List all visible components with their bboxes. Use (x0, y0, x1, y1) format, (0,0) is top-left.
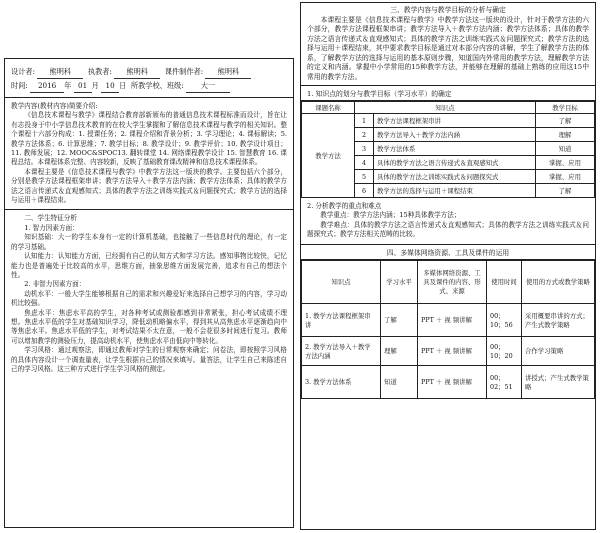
table-row (302, 303, 595, 336)
student-line: 动机水平：一般大学生能够根据自己的需求和兴趣爱好来选择自己想学习的内容，学习动机比较强。 (11, 289, 287, 308)
right-document-page (300, 2, 596, 530)
point-cell: 1. 教学方法课程框架串讲 (302, 303, 381, 336)
year-value: 2016 (30, 79, 64, 93)
point-cell: 教学方法导入＋教学方法内涵 (374, 128, 536, 142)
strategy-cell: 合作学习策略 (522, 336, 595, 365)
content-intro-section (5, 98, 293, 209)
row-number: 6 (355, 184, 374, 198)
executor-value: 熊明科 (114, 65, 160, 79)
time-cell: 00；10；20 (487, 336, 522, 365)
month-unit: 月 (91, 81, 99, 90)
maker-label: 课件制作者: (164, 67, 204, 76)
header-point: 知识点 (302, 260, 381, 303)
resource-cell: PPT ＋ 视 频讲解 (418, 336, 487, 365)
objectives-section (301, 3, 595, 82)
subject-cell: 教学方法 (302, 114, 355, 198)
header-subject: 课题名称 (302, 102, 355, 114)
designer-label: 设计者: (11, 67, 35, 76)
table2-title: 四、多媒体网络资源、工具及课件的运用 (301, 244, 595, 260)
key-points: 教学重点：教学方法内涵；15种具体教学方法； (320, 211, 461, 220)
table-row (302, 365, 595, 398)
student-line: 1. 智力因素方面： (24, 223, 79, 232)
header-resource: 多媒体网络资源、工具及课件的内容、形式、来源 (418, 260, 487, 303)
designer-value: 熊明科 (37, 65, 83, 79)
point-cell: 教学方法的选择与运用＋课程结束 (374, 184, 536, 198)
left-document-page (4, 58, 294, 528)
row-number: 4 (355, 156, 374, 170)
goal-cell: 知道 (536, 142, 595, 156)
table-row (302, 114, 595, 128)
month-value: 01 (74, 79, 92, 93)
resources-table (301, 260, 595, 399)
content-title: 教学内容(教材内容)简要介绍: (11, 102, 98, 110)
maker-value: 熊明科 (205, 65, 251, 79)
row-number: 1 (355, 114, 374, 128)
knowledge-table (301, 101, 595, 198)
student-line: 焦虑水平：焦虑水平高的学生，对各种考试或测验都感到非常紧张，担心考试成绩不理想。焦虑水平低的学生对基础知识学习，降低动机略偏水平，得到其从高焦虑水平逐渐趋向中等焦虑水平。焦虑水平低的学生，对考试结果不太在意，一般不会花很多时间进行复习。教师可以增加教学的测验压力，提高动机水平，使焦虑水平由低向中等转化。 (11, 308, 287, 345)
class-label: 所教学校、班级: (130, 81, 184, 90)
goal-cell: 了解 (536, 114, 595, 128)
strategy-cell: 讲授式；产生式教学策略 (522, 365, 595, 398)
class-value: 大一 (186, 79, 230, 93)
executor-label: 执教者: (87, 67, 112, 76)
time-cell: 00；10；56 (487, 303, 522, 336)
time-cell: 00；02；51 (487, 365, 522, 398)
level-cell: 理解 (381, 336, 418, 365)
goal-cell: 掌握、应用 (536, 156, 595, 170)
row-number: 3 (355, 142, 374, 156)
header-strategy: 使用的方式或教学策略 (522, 260, 595, 303)
student-analysis-section (5, 209, 293, 378)
time-label: 时间: (11, 81, 28, 90)
year-unit: 年 (64, 81, 72, 90)
header-time: 使用时间 (487, 260, 522, 303)
section-title: 三、教学内容与教学目标的分析与确定 (390, 6, 506, 14)
table-header-row (302, 260, 595, 303)
goal-cell: 掌握、应用 (536, 170, 595, 184)
student-line: 2. 非智力因素方面： (24, 280, 86, 289)
header-point: 知识点 (355, 102, 536, 114)
header-goal: 教学目标 (536, 102, 595, 114)
point-cell: 具体的教学方法之语言传递式＆直观感知式 (374, 156, 536, 170)
row-number: 5 (355, 170, 374, 184)
day-value: 10 (101, 79, 119, 93)
resource-cell: PPT ＋ 视 频讲解 (418, 365, 487, 398)
goal-cell: 了解 (536, 184, 595, 198)
key-difficult-section (301, 198, 595, 244)
student-line: 学习风格：通过观察法，即通过教师对学生的日常观察来确定；问卷法，即按照学习风格的具体内容设计一个调查量表，让学生根据自己的情况来填写。量答法，让学生自己来陈述自己的学习风格。这三种方式进行学生学习风格的测定。 (11, 346, 287, 373)
table1-title: 1. 知识点的划分与教学目标（学习水平）的确定 (301, 85, 595, 101)
point-cell: 3. 教学方法体系 (302, 365, 381, 398)
point-cell: 2. 教学方法导入＋教学方法内涵 (302, 336, 381, 365)
content-paragraph-2: 本课程主要是《信息技术课程与教学》中教学方法这一版块的教学。主要包括六个部分，分别是教学方法课程框架串讲；教学方法导入＋教学方法内涵；教学方法体系；具体的教学方法之语言传递式＆直观感知式；具体的教学方法之训练实践式＆问题探究式；教学方法的选择与运用＋课程结束。 (11, 167, 287, 205)
header-row-people (11, 65, 287, 79)
point-cell: 具体的教学方法之训练实践式＆问题探究式 (374, 170, 536, 184)
goal-cell: 理解 (536, 128, 595, 142)
student-line: 认知能力：认知能力方面，已经拥有自己的认知方式和学习方法。感知事物比较快，记忆能力也是普遍处于比较高的水平，思维方面，抽象思维方面发展完善，追求有自己的想法个性。 (11, 252, 287, 279)
table-header-row (302, 102, 595, 114)
difficult-points: 教学难点：具体的教学方法之语言传递式＆直观感知式；具体的教学方法之训练实践式＆问题探究式；教学方法相关范畴的比较。 (307, 220, 589, 239)
day-unit: 日 (119, 81, 127, 90)
objectives-paragraph: 本课程主要是《信息技术课程与教学》中教学方法这一版块的设计，针对于教学方法的六个部分，教学方法课程框架串讲；教学方法导入＋教学方法内涵；教学方法体系；具体的教学方法之语言传递式＆直观感知式；具体的教学方法之训练实践式＆问题探究式；教学方法的选择与运用＋课程结束，其中要求教学目标是通过对本部分内容的讲解，学生了解教学方法的体系，了解教学方法的选择与运用的基本原则步骤，知道国内外常用的教学方法，理解教学方法的定义和内涵。掌握中小学常用的15种教学方法，并能够在理解的基础上熟练的应用这15中常用的教学方法。 (307, 15, 589, 81)
point-cell: 教学方法课程框架串讲 (374, 114, 536, 128)
strategy-cell: 采用概要串讲的方式；产生式教学策略 (522, 303, 595, 336)
point-cell: 教学方法体系 (374, 142, 536, 156)
level-cell: 知道 (381, 365, 418, 398)
student-line: 知识基础：大一的学生本身有一定的计算机基础，也接触了一些信息时代的理论，有一定的学习基础。 (11, 233, 287, 251)
table-row (302, 336, 595, 365)
row-number: 2 (355, 128, 374, 142)
header-level: 学习水平 (381, 260, 418, 303)
design-header (5, 59, 293, 98)
content-paragraph-1: 《信息技术课程与教学》课程结合教育部新颁布的普通信息技术课程标准而设计，旨在让有志投身于中小学信息技术教育的在校大学生掌握和了解信息技术课程与教学的相关知识。整个课程十六部分构成：1. 授课任务；2. 课程介绍和背景分析；3. 学习理论；4. 课标解读；5. 教学方法体系；6. 计算思维；7. 教学目标；8. 教学设计；9. 教学评价；10. 教学设计项目；11. 教师发展；12. MOOC&SPOC13. 翻转课堂 14. 网络课程教学设计 15. 智慧教育 16. 课程总结。本课程体系完整、内容较新，反映了基础教育课改精神和信息技术课程体系。 (11, 111, 287, 167)
analysis-title: 2. 分析教学的重点和难点 (307, 202, 382, 210)
header-row-time (11, 79, 287, 93)
resource-cell: PPT ＋ 视 频讲解 (418, 303, 487, 336)
student-title: 二、学生特征分析 (24, 214, 77, 223)
level-cell: 了解 (381, 303, 418, 336)
